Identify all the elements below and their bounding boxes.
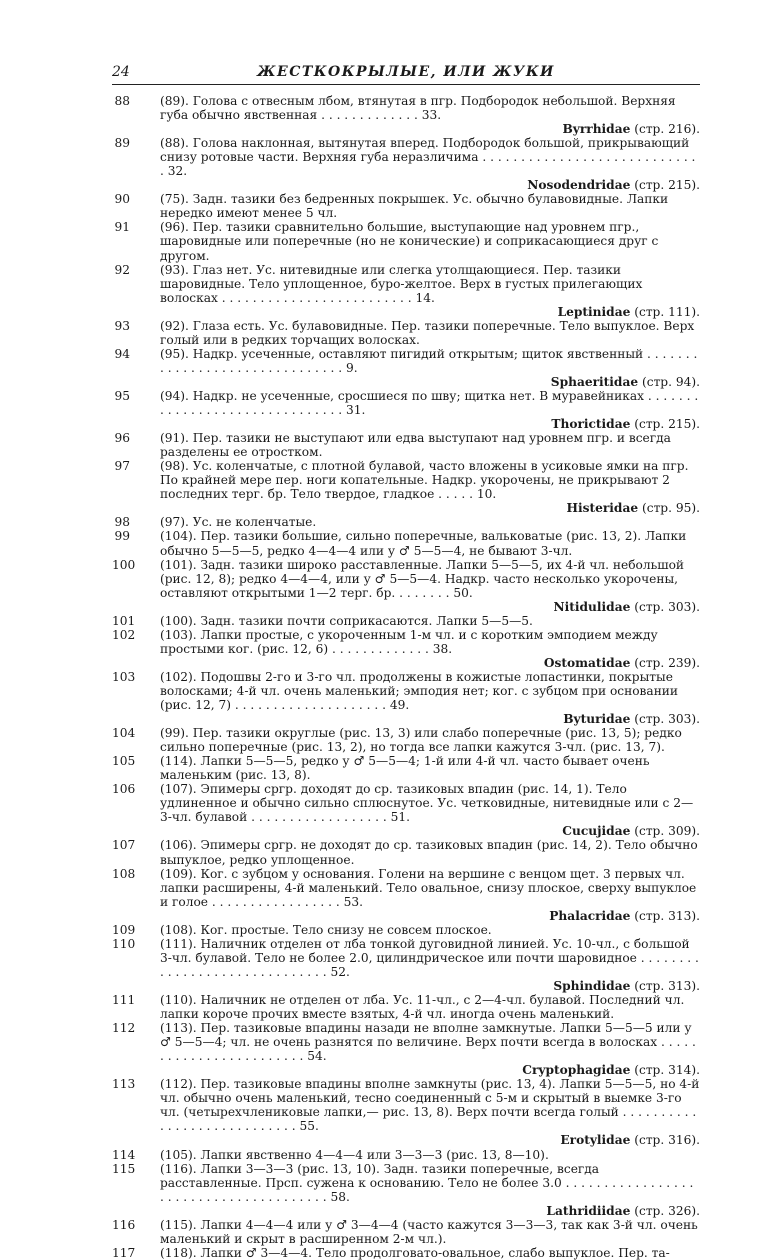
entry-number: 104 xyxy=(112,726,136,741)
page-reference: (стр. 94). xyxy=(641,374,700,389)
page-reference: (стр. 314). xyxy=(634,1063,700,1078)
running-title: ЖЕСТКОКРЫЛЫЕ, ИЛИ ЖУКИ xyxy=(257,64,555,80)
page-reference: (стр. 215). xyxy=(634,178,700,193)
entry-text: (93). Глаз нет. Ус. нитевидные или слегка утолщающиеся. Пер. тазики шаровидные. Тело уплощенное, буро-желтое. Верх в густых прилегающих волосках . . . . . . . . . . . . . . . . . . . . . . . . . 14. xyxy=(160,262,643,305)
entry-text: (113). Пер. тазиковые впадины назади не вполне замкнутые. Лапки 5—5—5 или у ♂ 5—5—4; чл. не очень разнятся по величине. Верх почти всегда в волосках . . . . . . . . . . . . . . . . . . . . . . . . 54. xyxy=(160,1021,696,1064)
entry-number: 101 xyxy=(112,613,136,628)
entry-number: 107 xyxy=(112,838,136,853)
entry-number: 100 xyxy=(112,557,136,572)
entry-number: 106 xyxy=(112,782,136,797)
entry-number: 99 xyxy=(114,529,130,544)
family-name: Ostomatidae xyxy=(543,655,631,670)
key-entry xyxy=(112,558,700,614)
key-entry xyxy=(112,923,700,937)
entry-text: (92). Глаза есть. Ус. булавовидные. Пер. тазики поперечные. Тело выпуклое. Верх голый или в редких торчащих волосках. xyxy=(160,318,695,347)
entry-number: 93 xyxy=(114,318,130,333)
key-entry xyxy=(112,263,700,319)
key-entry xyxy=(112,1077,700,1147)
family-reference xyxy=(160,122,700,136)
family-name: Byturidae xyxy=(563,712,631,727)
key-entry xyxy=(112,1162,700,1218)
key-entry xyxy=(112,515,700,529)
family-name: Nosodendridae xyxy=(527,178,631,193)
entry-text: (91). Пер. тазики не выступают или едва выступают над уровнем пгр. и всегда разделены ее отростком. xyxy=(160,431,671,460)
entry-text: (112). Пер. тазиковые впадины вполне замкнуты (рис. 13, 4). Лапки 5—5—5, но 4-й чл. обычно очень маленький, тесно соединенный с 5-м и скрытый в выемке 3-го чл. (четырехчлениковые лапки,— рис. 13, 8). Верх почти всегда голый . . . . . . . . . . . . . . . . . . . . . . . . . . . . 55. xyxy=(160,1077,700,1134)
key-entry xyxy=(112,136,700,192)
key-entry xyxy=(112,529,700,557)
family-reference xyxy=(160,1133,700,1147)
family-reference xyxy=(160,712,700,726)
entry-text: (75). Задн. тазики без бедренных покрышек. Ус. обычно булавовидные. Лапки нередко имеют менее 5 чл. xyxy=(160,192,669,221)
page-reference: (стр. 309). xyxy=(634,824,700,839)
entry-number: 96 xyxy=(114,431,130,446)
key-entry xyxy=(112,94,700,136)
key-entry xyxy=(112,459,700,515)
family-reference xyxy=(160,1063,700,1077)
entry-text: (100). Задн. тазики почти соприкасаются. Лапки 5—5—5. xyxy=(160,613,533,628)
key-entry xyxy=(112,937,700,993)
page-reference: (стр. 111). xyxy=(634,304,700,319)
entry-text: (106). Эпимеры сргр. не доходят до ср. тазиковых впадин (рис. 14, 2). Тело обычно выпуклое, редко уплощенное. xyxy=(160,838,698,867)
entry-text: (89). Голова с отвесным лбом, втянутая в пгр. Подбородок небольшой. Верхняя губа обычно явственная . . . . . . . . . . . . . 33. xyxy=(160,94,676,123)
key-entry xyxy=(112,838,700,866)
key-entry xyxy=(112,347,700,389)
entry-number: 102 xyxy=(112,627,136,642)
family-name: Phalacridae xyxy=(549,908,631,923)
entry-text: (116). Лапки 3—3—3 (рис. 13, 10). Задн. тазики поперечные, всегда расставленные. Прсп. сужена к основанию. Тело не более 3.0 . . . . . . . . . . . . . . . . . . . . . . . . . . . . . . . . . . . . . . . 58. xyxy=(160,1161,694,1204)
entry-number: 88 xyxy=(114,94,130,108)
page-reference: (стр. 239). xyxy=(634,655,700,670)
key-entry xyxy=(112,628,700,670)
entry-number: 110 xyxy=(112,936,136,951)
entry-number: 115 xyxy=(112,1161,136,1176)
family-name: Leptinidae xyxy=(557,304,631,319)
entry-text: (107). Эпимеры сргр. доходят до ср. тазиковых впадин (рис. 14, 1). Тело удлиненное и обычно сильно сплюснутое. Ус. четковидные, нитевидные или с 2—3-чл. булавой . . . . . . . . . . . . . . . . . . 51. xyxy=(160,782,694,825)
entry-number: 112 xyxy=(112,1021,136,1036)
entry-number: 95 xyxy=(114,388,130,403)
key-entry xyxy=(112,431,700,459)
key-entry xyxy=(112,1148,700,1162)
entry-text: (101). Задн. тазики широко расставленные. Лапки 5—5—5, их 4-й чл. небольшой (рис. 12, 8); редко 4—4—4, или у ♂ 5—5—4. Надкр. часто несколько укорочены, оставляют открытыми 1—2 терг. бр. . . . . . . . 50. xyxy=(160,557,685,600)
family-name: Lathridiidae xyxy=(546,1203,631,1218)
page-reference: (стр. 95). xyxy=(641,501,700,516)
family-reference xyxy=(160,178,700,192)
page-reference: (стр. 215). xyxy=(634,417,700,432)
key-entry xyxy=(112,754,700,782)
family-reference xyxy=(160,909,700,923)
entry-text: (99). Пер. тазики округлые (рис. 13, 3) или слабо поперечные (рис. 13, 5); редко сильно поперечные (рис. 13, 2), но тогда все лапки кажутся 3-чл. (рис. 13, 7). xyxy=(160,726,682,755)
family-reference xyxy=(160,501,700,515)
entry-text: (98). Ус. коленчатые, с плотной булавой, часто вложены в усиковые ямки на пгр. По крайней мере пер. ноги копательные. Надкр. укорочены, не прикрывают 2 последних терг. бр. Тело твердое, гладкое . . . . . 10. xyxy=(160,459,689,502)
entry-text: (115). Лапки 4—4—4 или у ♂ 3—4—4 (часто кажутся 3—3—3, так как 3-й чл. очень маленький и скрыт в расширенном 2-м чл.). xyxy=(160,1217,698,1246)
family-reference xyxy=(160,417,700,431)
key-entry xyxy=(112,389,700,431)
entry-number: 94 xyxy=(114,346,130,361)
key-entries xyxy=(112,94,700,1260)
entry-number: 116 xyxy=(112,1217,136,1232)
family-name: Nitidulidae xyxy=(553,599,631,614)
page-header xyxy=(112,62,700,85)
key-entry xyxy=(112,782,700,838)
document-page xyxy=(112,62,700,1260)
key-entry xyxy=(112,1021,700,1077)
entry-number: 90 xyxy=(114,192,130,207)
page-reference: (стр. 303). xyxy=(634,712,700,727)
family-name: Histeridae xyxy=(566,501,639,516)
family-reference xyxy=(160,305,700,319)
family-name: Byrrhidae xyxy=(562,122,631,137)
family-name: Sphindidae xyxy=(553,978,631,993)
page-reference: (стр. 313). xyxy=(634,908,700,923)
family-reference xyxy=(160,375,700,389)
family-reference xyxy=(160,600,700,614)
key-entry xyxy=(112,220,700,262)
entry-number: 109 xyxy=(112,922,136,937)
family-name: Erotylidae xyxy=(560,1133,631,1148)
key-entry xyxy=(112,993,700,1021)
family-name: Cucujidae xyxy=(562,824,631,839)
entry-text: (102). Подошвы 2-го и 3-го чл. продолжены в кожистые лопастинки, покрытые волосками; 4-й чл. очень маленький; эмподия нет; ког. с зубцом при основании (рис. 12, 7) . . . . . . . . . . . . . . . . . . . . 49. xyxy=(160,669,679,713)
entry-number: 117 xyxy=(112,1245,136,1260)
entry-number: 97 xyxy=(114,459,130,474)
entry-text: (88). Голова наклонная, вытянутая вперед. Подбородок большой, прикрывающий снизу ротовые части. Верхняя губа неразличима . . . . . . . . . . . . . . . . . . . . . . . . . . . . . 32. xyxy=(160,136,696,179)
entry-number: 92 xyxy=(114,262,130,277)
entry-number: 113 xyxy=(112,1077,136,1092)
page-reference: (стр. 303). xyxy=(634,599,700,614)
key-entry xyxy=(112,614,700,628)
entry-text: (96). Пер. тазики сравнительно большие, выступающие над уровнем пгр., шаровидные или поперечные (но не конические) и соприкасающиеся друг с другом. xyxy=(160,220,659,263)
family-name: Sphaeritidae xyxy=(550,374,639,389)
entry-number: 98 xyxy=(114,515,130,530)
family-reference xyxy=(160,1204,700,1218)
entry-number: 105 xyxy=(112,754,136,769)
page-reference: (стр. 313). xyxy=(634,978,700,993)
page-number: 24 xyxy=(112,64,130,80)
page-reference: (стр. 326). xyxy=(634,1203,700,1218)
entry-number: 91 xyxy=(114,220,130,235)
family-reference xyxy=(160,824,700,838)
page-reference: (стр. 216). xyxy=(634,122,700,137)
entry-text: (110). Наличник не отделен от лба. Ус. 11-чл., с 2—4-чл. булавой. Последний чл. лапки короче прочих вместе взятых, 4-й чл. иногда очень маленький. xyxy=(160,993,685,1022)
entry-text: (118). Лапки ♂ 3—4—4. Тело продолговато-овальное, слабо выпуклое. Пер. та- xyxy=(160,1245,670,1260)
entry-number: 114 xyxy=(112,1147,136,1162)
key-entry xyxy=(112,670,700,726)
entry-text: (94). Надкр. не усеченные, сросшиеся по шву; щитка нет. В муравейниках . . . . . . . . . . . . . . . . . . . . . . . . . . . . . . . 31. xyxy=(160,388,699,418)
entry-text: (114). Лапки 5—5—5, редко у ♂ 5—5—4; 1-й или 4-й чл. часто бывает очень маленьким (рис. 13, 8). xyxy=(160,754,650,783)
key-entry xyxy=(112,867,700,923)
family-reference xyxy=(160,979,700,993)
entry-text: (105). Лапки явственно 4—4—4 или 3—3—3 (рис. 13, 8—10). xyxy=(160,1147,549,1162)
entry-text: (111). Наличник отделен от лба тонкой дуговидной линией. Ус. 10-чл., с большой 3-чл. булавой. Тело не более 2.0, цилиндрическое или почти шаровидное . . . . . . . . . . . . . . . . . . . . . . . . . . . . . . 52. xyxy=(160,936,699,979)
entry-number: 89 xyxy=(114,136,130,151)
page-reference: (стр. 316). xyxy=(634,1133,700,1148)
key-entry xyxy=(112,726,700,754)
key-entry xyxy=(112,192,700,220)
entry-number: 108 xyxy=(112,866,136,881)
key-entry xyxy=(112,1218,700,1246)
entry-number: 103 xyxy=(112,669,136,684)
entry-number: 111 xyxy=(112,993,136,1007)
entry-text: (97). Ус. не коленчатые. xyxy=(160,515,317,530)
entry-text: (95). Надкр. усеченные, оставляют пигидий открытым; щиток явственный . . . . . . . . . . . . . . . . . . . . . . . . . . . . . . . 9. xyxy=(160,346,698,375)
key-entry xyxy=(112,1246,700,1260)
entry-text: (109). Ког. с зубцом у основания. Голени на вершине с венцом щет. 3 первых чл. лапки расширены, 4-й маленький. Тело овальное, снизу плоское, сверху выпуклое и голое . . . . . . . . . . . . . . . . . 53. xyxy=(160,866,697,909)
family-name: Thorictidae xyxy=(551,417,631,432)
entry-text: (108). Ког. простые. Тело снизу не совсем плоское. xyxy=(160,922,492,937)
entry-text: (103). Лапки простые, с укороченным 1-м чл. и с коротким эмподием между простыми ког. (рис. 12, 6) . . . . . . . . . . . . . 38. xyxy=(160,627,658,656)
entry-text: (104). Пер. тазики большие, сильно поперечные, вальковатые (рис. 13, 2). Лапки обычно 5—5—5, редко 4—4—4 или у ♂ 5—5—4, не бывают 3-чл. xyxy=(160,529,687,558)
family-reference xyxy=(160,656,700,670)
family-name: Cryptophagidae xyxy=(522,1063,631,1078)
key-entry xyxy=(112,319,700,347)
